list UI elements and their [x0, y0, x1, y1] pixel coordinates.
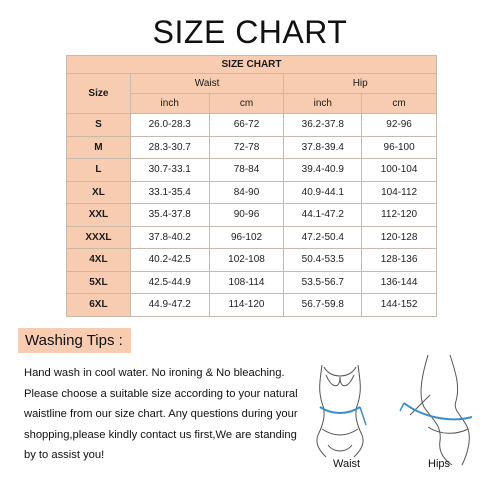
waist-inch-cell: 33.1-35.4: [130, 181, 209, 204]
side-body-figure: [410, 355, 469, 465]
size-label: 4XL: [67, 249, 131, 272]
hip-cm-cell: 96-100: [362, 136, 437, 159]
waist-cm-cell: 114-120: [209, 294, 284, 317]
waist-inch-cell: 37.8-40.2: [130, 226, 209, 249]
size-label: 5XL: [67, 271, 131, 294]
table-row: [67, 249, 437, 272]
size-label: XL: [67, 181, 131, 204]
hip-cm-cell: 92-96: [362, 114, 437, 137]
hip-inch-cell: 56.7-59.8: [284, 294, 362, 317]
table-row: [67, 181, 437, 204]
front-body-figure: [317, 365, 363, 457]
table-row: [67, 114, 437, 137]
hip-inch-cell: 37.8-39.4: [284, 136, 362, 159]
measurement-figures: [300, 345, 500, 488]
hip-inch-cell: 50.4-53.5: [284, 249, 362, 272]
hip-cm-cell: 104-112: [362, 181, 437, 204]
waist-label: Waist: [333, 458, 361, 470]
waist-column-header: Waist: [130, 74, 284, 94]
table-row: [67, 136, 437, 159]
hip-cm-cell: 100-104: [362, 159, 437, 182]
waist-cm-cell: 66-72: [209, 114, 284, 137]
waist-cm-header: cm: [209, 94, 284, 114]
waist-cm-cell: 96-102: [209, 226, 284, 249]
table-row: [67, 159, 437, 182]
waist-inch-cell: 28.3-30.7: [130, 136, 209, 159]
table-row: [67, 204, 437, 227]
hip-inch-cell: 40.9-44.1: [284, 181, 362, 204]
size-label: XXL: [67, 204, 131, 227]
table-title: SIZE CHART: [67, 56, 437, 74]
tips-line: by to assist you!: [24, 449, 105, 461]
table-row: [67, 294, 437, 317]
hip-inch-cell: 44.1-47.2: [284, 204, 362, 227]
hip-cm-cell: 128-136: [362, 249, 437, 272]
hip-inch-cell: 53.5-56.7: [284, 271, 362, 294]
waist-cm-cell: 108-114: [209, 271, 284, 294]
waist-inch-cell: 30.7-33.1: [130, 159, 209, 182]
waist-cm-cell: 84-90: [209, 181, 284, 204]
table-row: [67, 271, 437, 294]
waist-cm-cell: 72-78: [209, 136, 284, 159]
waist-inch-cell: 44.9-47.2: [130, 294, 209, 317]
hip-cm-cell: 112-120: [362, 204, 437, 227]
measurement-illustration: [300, 345, 500, 488]
waist-inch-cell: 26.0-28.3: [130, 114, 209, 137]
waist-cm-cell: 90-96: [209, 204, 284, 227]
hip-inch-cell: 36.2-37.8: [284, 114, 362, 137]
washing-tips-heading: Washing Tips :: [18, 328, 131, 353]
washing-tips-text: [24, 363, 314, 466]
size-label: XXXL: [67, 226, 131, 249]
hip-inch-cell: 39.4-40.9: [284, 159, 362, 182]
waist-inch-cell: 35.4-37.8: [130, 204, 209, 227]
size-label: M: [67, 136, 131, 159]
hip-cm-cell: 136-144: [362, 271, 437, 294]
waist-cm-cell: 102-108: [209, 249, 284, 272]
size-rows: [67, 114, 437, 317]
hip-inch-header: inch: [284, 94, 362, 114]
hip-inch-cell: 47.2-50.4: [284, 226, 362, 249]
hips-label: Hips: [428, 458, 451, 470]
waist-inch-cell: 42.5-44.9: [130, 271, 209, 294]
page-title: SIZE CHART: [152, 14, 348, 50]
tips-line: shopping,please kindly contact us first,We are standing: [24, 428, 297, 441]
waist-inch-header: inch: [130, 94, 209, 114]
size-label: 6XL: [67, 294, 131, 317]
table-group-header-row: [67, 74, 437, 94]
size-column-header: Size: [67, 74, 131, 114]
table-row: [67, 226, 437, 249]
size-label: S: [67, 114, 131, 137]
tips-line: waistline from our size chart. Any questions during your: [24, 408, 298, 420]
waist-inch-cell: 40.2-42.5: [130, 249, 209, 272]
hip-cm-cell: 144-152: [362, 294, 437, 317]
waist-cm-cell: 78-84: [209, 159, 284, 182]
hip-cm-cell: 120-128: [362, 226, 437, 249]
hip-cm-header: cm: [362, 94, 437, 114]
tips-line: Please choose a suitable size according to your natural: [24, 387, 298, 400]
table-title-row: [67, 56, 437, 74]
size-label: L: [67, 159, 131, 182]
hip-column-header: Hip: [284, 74, 437, 94]
tips-line: Hand wash in cool water. No ironing & No bleaching.: [24, 367, 285, 379]
size-chart-table: [66, 55, 437, 317]
waist-tape-icon: [320, 407, 366, 425]
